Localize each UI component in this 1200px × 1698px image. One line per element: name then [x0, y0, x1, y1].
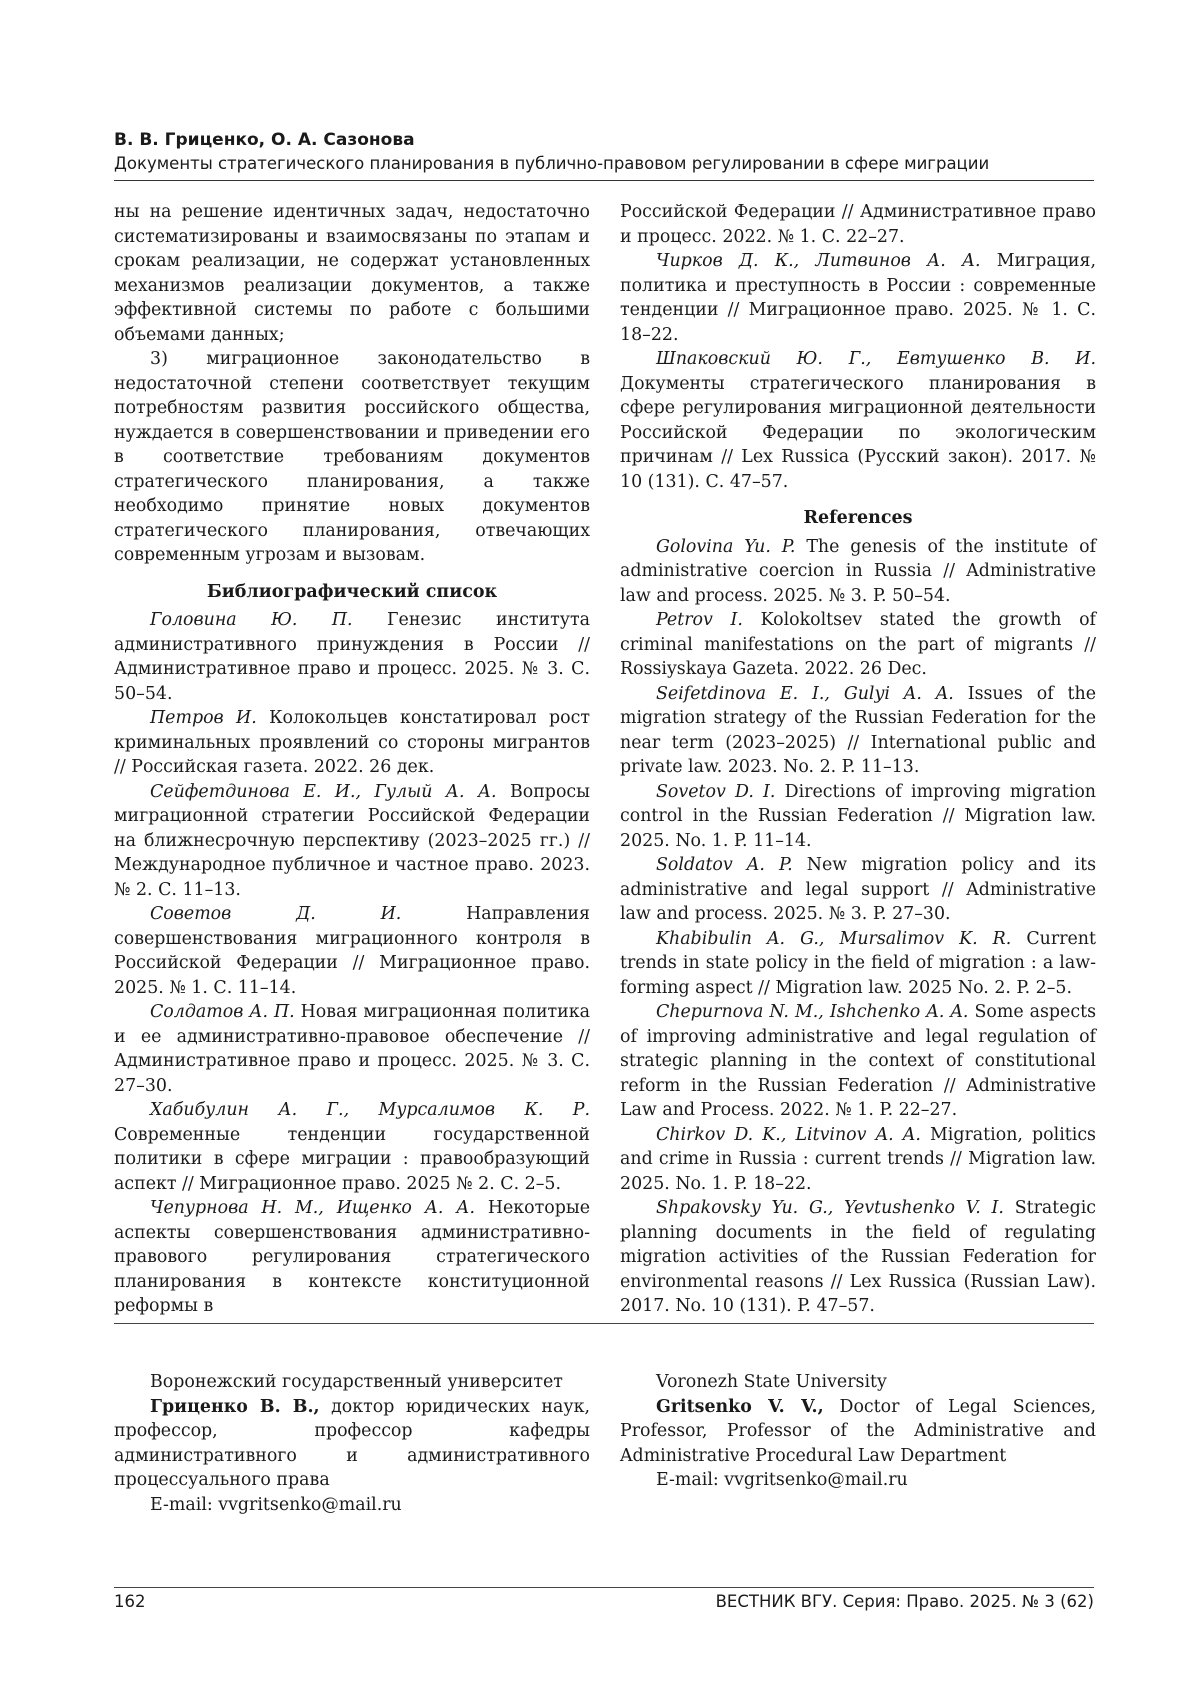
entry-authors: Khabibulin A. G., Mursalimov K. R.	[656, 929, 1011, 949]
entry-authors: Головина Ю. П.	[150, 610, 353, 630]
bibliography-entry	[114, 780, 590, 903]
author-description: Гриценко В. В., доктор юридических наук, профессор, профессор кафедры административного и административного процессуального права	[114, 1395, 590, 1493]
entry-authors: Golovina Yu. P.	[656, 537, 795, 557]
entry-text: Directions of improving migration control in the Russian Federation // Migration law. 2025. No. 1. P. 11–14.	[620, 782, 1096, 851]
bibliography-entry	[620, 249, 1096, 347]
author-info-en	[620, 1370, 1096, 1493]
bibliography-entry	[620, 682, 1096, 780]
bibliography-list	[114, 608, 590, 1319]
running-header	[114, 128, 1094, 181]
journal-name: ВЕСТНИК ВГУ. Серия: Право. 2025. № 3 (62)	[716, 1592, 1094, 1611]
header-title: Документы стратегического планирования в публично-правовом регулировании в сфере миграции	[114, 152, 1094, 181]
body-paragraph: 3) миграционное законодательство в недостаточной степени соответствует текущим потребностям развития российского общества, нуждается в совершенствовании и приведении его в соответствие требованиям документов стратегического планирования, а также необходимо принятие новых документов стратегического планирования, отвечающих современным угрозам и вызовам.	[114, 347, 590, 568]
entry-text: The genesis of the institute of administrative coercion in Russia // Administrative law and process. 2025. № 3. P. 50–54.	[620, 537, 1096, 606]
author-info-ru	[114, 1370, 590, 1517]
author-description: Gritsenko V. V., Doctor of Legal Sciences, Professor, Professor of the Administrative and Administrative Procedural Law Department	[620, 1395, 1096, 1469]
entry-text: Current trends in state policy in the field of migration : a law-forming aspect // Migration law. 2025 No. 2. P. 2–5.	[620, 929, 1096, 998]
header-authors: В. В. Гриценко, О. А. Сазонова	[114, 128, 1094, 152]
entry-text: Современные тенденции государственной политики в сфере миграции : правообразующий аспект // Миграционное право. 2025 № 2. С. 2–5.	[114, 1125, 590, 1194]
entry-text: Some aspects of improving administrative and legal regulation of strategic planning in the context of constitutional reform in the Russian Federation // Administrative Law and Process. 2022. № 1. P. 22–27.	[620, 1002, 1096, 1120]
footer-divider	[114, 1323, 1094, 1324]
entry-authors: Chirkov D. K., Litvinov A. A.	[656, 1125, 921, 1145]
entry-authors: Чирков Д. К., Литвинов А. А.	[656, 251, 981, 271]
entry-text: Issues of the migration strategy of the Russian Federation for the near term (2023–2025) // International public and private law. 2023. No. 2. P. 11–13.	[620, 684, 1096, 778]
entry-text: Направления совершенствования миграционного контроля в Российской Федерации // Миграционное право. 2025. № 1. С. 11–14.	[114, 904, 590, 998]
entry-text: Миграция, политика и преступность в России : современные тенденции // Миграционное право. 2025. № 1. С. 18–22.	[620, 251, 1096, 345]
author-email: E-mail: vvgritsenko@mail.ru	[620, 1468, 1096, 1493]
entry-authors: Seifetdinova E. I., Gulyi A. A.	[656, 684, 954, 704]
entry-authors: Chepurnova N. M., Ishchenko A. A.	[656, 1002, 968, 1022]
bibliography-entry	[620, 927, 1096, 1001]
entry-authors: Солдатов А. П.	[150, 1002, 295, 1022]
entry-text: Документы стратегического планирования в сфере регулирования миграционной деятельности Российской Федерации по экологическим причинам // Lex Russica (Русский закон). 2017. № 10 (131). С. 47–57.	[620, 374, 1096, 492]
body-paragraph: ны на решение идентичных задач, недостаточно систематизированы и взаимосвязаны по этапам и срокам реализации, не содержат установленных механизмов реализации документов, а также эффективной системы по работе с большими объемами данных;	[114, 200, 590, 347]
entry-authors: Чепурнова Н. М., Ищенко А. А.	[150, 1198, 475, 1218]
bibliography-entry	[114, 706, 590, 780]
author-name: Gritsenko V. V.,	[656, 1397, 824, 1417]
bibliography-entry	[620, 780, 1096, 854]
bibliography-entry	[114, 902, 590, 1000]
bibliography-entry	[114, 1098, 590, 1196]
entry-authors: Шпаковский Ю. Г., Евтушенко В. И.	[656, 349, 1096, 369]
bibliography-list-continued	[620, 249, 1096, 494]
page-footer-divider	[114, 1587, 1094, 1588]
bibliography-entry	[620, 535, 1096, 609]
university: Voronezh State University	[620, 1370, 1096, 1395]
entry-authors: Sovetov D. I.	[656, 782, 775, 802]
bibliography-entry	[620, 347, 1096, 494]
author-name: Гриценко В. В.,	[150, 1397, 320, 1417]
references-list	[620, 535, 1096, 1319]
page-number: 162	[114, 1592, 146, 1611]
entry-authors: Soldatov A. P.	[656, 855, 793, 875]
right-column	[620, 200, 1096, 1319]
entry-text: Strategic planning documents in the field of regulating migration activities of the Russian Federation for environmental reasons // Lex Russica (Russian Law). 2017. No. 10 (131). P. 47–57.	[620, 1198, 1096, 1316]
entry-text: Вопросы миграционной стратегии Российской Федерации на ближнесрочную перспективу (2023–2025 гг.) // Международное публичное и частное право. 2023. № 2. С. 11–13.	[114, 782, 590, 900]
bibliography-entry	[620, 608, 1096, 682]
entry-authors: Советов Д. И.	[150, 904, 401, 924]
entry-text: Kolokoltsev stated the growth of criminal manifestations on the part of migrants // Rossiyskaya Gazeta. 2022. 26 Dec.	[620, 610, 1096, 679]
bibliography-entry	[114, 1000, 590, 1098]
entry-text: Migration, politics and crime in Russia : current trends // Migration law. 2025. No. 1. P. 18–22.	[620, 1125, 1096, 1194]
entry-text: New migration policy and its administrative and legal support // Administrative law and process. 2025. № 3. P. 27–30.	[620, 855, 1096, 924]
entry-authors: Сейфетдинова Е. И., Гулый А. А.	[150, 782, 497, 802]
university: Воронежский государственный университет	[114, 1370, 590, 1395]
bibliography-entry	[620, 1196, 1096, 1319]
bibliography-entry	[620, 1000, 1096, 1123]
bibliography-entry	[114, 608, 590, 706]
references-heading: References	[620, 506, 1096, 531]
entry-text: Колокольцев констатировал рост криминальных проявлений со стороны мигрантов // Российская газета. 2022. 26 дек.	[114, 708, 590, 777]
left-column	[114, 200, 590, 1319]
entry-authors: Shpakovsky Yu. G., Yevtushenko V. I.	[656, 1198, 1004, 1218]
entry-authors: Petrov I.	[656, 610, 743, 630]
entry-text: Генезис института административного принуждения в России // Административное право и процесс. 2025. № 3. С. 50–54.	[114, 610, 590, 704]
bibliography-entry-continued: Российской Федерации // Административное право и процесс. 2022. № 1. С. 22–27.	[620, 200, 1096, 249]
bibliography-entry	[114, 1196, 590, 1319]
entry-authors: Хабибулин А. Г., Мурсалимов К. Р.	[150, 1100, 590, 1120]
entry-text: Некоторые аспекты совершенствования административно-правового регулирования стратегического планирования в контексте конституционной реформы в	[114, 1198, 590, 1316]
bibliography-heading: Библиографический список	[114, 580, 590, 605]
entry-text: Новая миграционная политика и ее административно-правовое обеспечение // Административное право и процесс. 2025. № 3. С. 27–30.	[114, 1002, 590, 1096]
author-email: E-mail: vvgritsenko@mail.ru	[114, 1493, 590, 1518]
bibliography-entry	[620, 853, 1096, 927]
bibliography-entry	[620, 1123, 1096, 1197]
entry-authors: Петров И.	[150, 708, 257, 728]
